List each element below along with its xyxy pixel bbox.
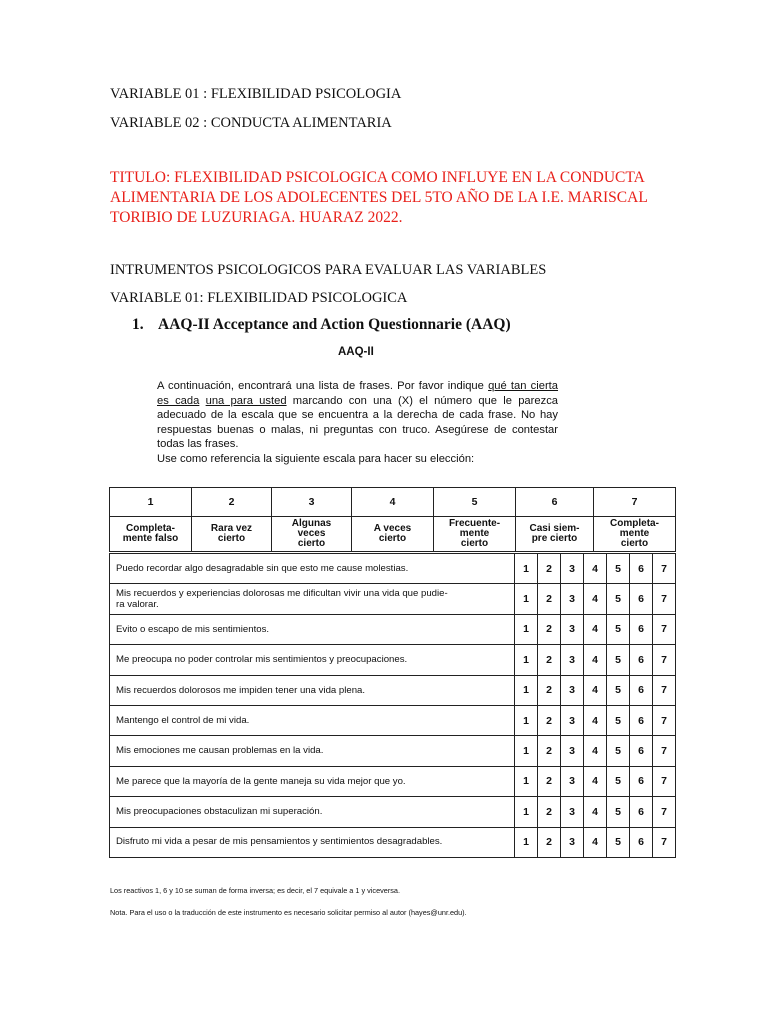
scale-label-row (110, 517, 676, 552)
response-option[interactable]: 2 (538, 675, 561, 705)
response-option[interactable]: 2 (538, 614, 561, 644)
scale-label (516, 517, 594, 552)
response-option[interactable]: 4 (584, 645, 607, 675)
table-row (110, 705, 676, 735)
item-statement-line: Disfruto mi vida a pesar de mis pensamientos y sentimientos desagradables. (116, 836, 443, 848)
response-option[interactable]: 7 (653, 766, 676, 796)
response-option[interactable]: 5 (607, 675, 630, 705)
response-option[interactable]: 6 (630, 827, 653, 857)
response-option[interactable]: 1 (515, 614, 538, 644)
response-option[interactable]: 4 (584, 705, 607, 735)
item-statement (110, 645, 515, 675)
response-option[interactable]: 3 (561, 797, 584, 827)
response-option[interactable]: 7 (653, 827, 676, 857)
variable-02-line: VARIABLE 02 : CONDUCTA ALIMENTARIA (110, 115, 392, 131)
table-row (110, 645, 676, 675)
scale-label (352, 517, 434, 552)
instructions-scale-note: Use como referencia la siguiente escala para hacer su elección: (157, 452, 475, 465)
response-option[interactable]: 1 (515, 705, 538, 735)
response-option[interactable]: 7 (653, 705, 676, 735)
instruments-heading: INTRUMENTOS PSICOLOGICOS PARA EVALUAR LAS VARIABLES (110, 262, 547, 278)
scale-table (109, 487, 676, 552)
response-option[interactable]: 1 (515, 797, 538, 827)
response-option[interactable]: 6 (630, 766, 653, 796)
response-option[interactable]: 5 (607, 705, 630, 735)
response-option[interactable]: 1 (515, 827, 538, 857)
response-option[interactable]: 5 (607, 736, 630, 766)
item-statement-line: Me preocupa no poder controlar mis sentimientos y preocupaciones. (116, 654, 408, 666)
response-option[interactable]: 3 (561, 645, 584, 675)
item-statement (110, 827, 515, 857)
response-option[interactable]: 7 (653, 797, 676, 827)
response-option[interactable]: 6 (630, 645, 653, 675)
scale-label-line: A veces (373, 523, 412, 534)
response-option[interactable]: 1 (515, 645, 538, 675)
scale-label-line: Casi siem- (529, 523, 580, 534)
response-option[interactable]: 7 (653, 554, 676, 584)
scale-label-line: cierto (620, 538, 649, 549)
scale-label-line: Completa- (126, 523, 175, 534)
item-statement-line: Mis preocupaciones obstaculizan mi superación. (116, 806, 323, 818)
instructions-underlined: una para usted (205, 394, 287, 407)
response-option[interactable]: 2 (538, 554, 561, 584)
item-statement (110, 614, 515, 644)
scale-label-line: Rara vez (210, 523, 253, 534)
research-title: TITULO: FLEXIBILIDAD PSICOLOGICA COMO INFLUYE EN LA CONDUCTA ALIMENTARIA DE LOS ADOLECENTES DEL 5TO AÑO DE LA I.E. MARISCAL TORIBIO DE LUZURIAGA. HUARAZ 2022. (110, 169, 648, 226)
item-statement (110, 554, 515, 584)
table-row (110, 614, 676, 644)
list-number: 1. (132, 316, 144, 333)
response-option[interactable]: 1 (515, 736, 538, 766)
scale-number: 1 (110, 488, 192, 517)
table-row (110, 827, 676, 857)
item-statement (110, 766, 515, 796)
response-option[interactable]: 1 (515, 766, 538, 796)
response-option[interactable]: 1 (515, 675, 538, 705)
item-statement-line: Evito o escapo de mis sentimientos. (116, 623, 270, 635)
item-statement-line: Mantengo el control de mi vida. (116, 714, 250, 726)
response-option[interactable]: 6 (630, 614, 653, 644)
response-option[interactable]: 2 (538, 797, 561, 827)
variable-eval-heading: VARIABLE 01: FLEXIBILIDAD PSICOLOGICA (110, 290, 408, 306)
response-option[interactable]: 4 (584, 766, 607, 796)
questionnaire-items-table (109, 553, 676, 858)
response-option[interactable]: 2 (538, 705, 561, 735)
response-option[interactable]: 6 (630, 797, 653, 827)
response-option[interactable]: 6 (630, 675, 653, 705)
response-option[interactable]: 5 (607, 797, 630, 827)
scale-label-line: cierto (217, 533, 246, 544)
scale-label-line: cierto (460, 538, 489, 549)
scale-label-line: mente (459, 528, 490, 539)
response-option[interactable]: 1 (515, 554, 538, 584)
table-row (110, 766, 676, 796)
response-option[interactable]: 5 (607, 645, 630, 675)
response-option[interactable]: 4 (584, 675, 607, 705)
response-option[interactable]: 5 (607, 766, 630, 796)
scale-number: 6 (516, 488, 594, 517)
scale-label-line: mente (619, 528, 650, 539)
scale-number: 2 (192, 488, 272, 517)
scale-label-line: cierto (378, 533, 407, 544)
response-option[interactable]: 2 (538, 584, 561, 614)
response-option[interactable]: 3 (561, 736, 584, 766)
scale-label-line: Frecuente- (448, 518, 501, 529)
response-option[interactable]: 7 (653, 584, 676, 614)
response-option[interactable]: 5 (607, 827, 630, 857)
response-option[interactable]: 4 (584, 736, 607, 766)
response-option[interactable]: 3 (561, 584, 584, 614)
footnote-permission: Nota. Para el uso o la traducción de este instrumento es necesario solicitar permiso al autor (hayes@unr.edu). (110, 908, 467, 917)
table-row (110, 675, 676, 705)
response-option[interactable]: 6 (630, 554, 653, 584)
instructions-paragraph (157, 379, 558, 452)
scale-label (110, 517, 192, 552)
scale-number: 5 (434, 488, 516, 517)
response-option[interactable]: 6 (630, 584, 653, 614)
aaq-label: AAQ-II (338, 346, 374, 358)
response-option[interactable]: 4 (584, 554, 607, 584)
response-option[interactable]: 4 (584, 827, 607, 857)
response-option[interactable]: 3 (561, 705, 584, 735)
scale-label-line: cierto (297, 538, 326, 549)
instructions-text: A continuación, encontrará una lista de frases. Por favor indique (157, 380, 489, 392)
response-option[interactable]: 4 (584, 614, 607, 644)
table-row (110, 584, 676, 614)
scale-label-line: pre cierto (531, 533, 578, 544)
response-option[interactable]: 6 (630, 705, 653, 735)
instructions-underlined: qué tan cierta es cada (157, 380, 559, 407)
variable-01-line: VARIABLE 01 : FLEXIBILIDAD PSICOLOGIA (110, 86, 402, 102)
item-statement (110, 675, 515, 705)
response-option[interactable]: 2 (538, 827, 561, 857)
table-row (110, 797, 676, 827)
item-statement-line: Mis recuerdos dolorosos me impiden tener una vida plena. (116, 684, 366, 696)
scale-label (594, 517, 676, 552)
response-option[interactable]: 7 (653, 675, 676, 705)
item-statement-line: ra valorar. (116, 599, 159, 611)
scale-number: 7 (594, 488, 676, 517)
scale-label (192, 517, 272, 552)
response-option[interactable]: 3 (561, 766, 584, 796)
response-option[interactable]: 4 (584, 797, 607, 827)
table-row (110, 554, 676, 584)
item-statement (110, 797, 515, 827)
item-statement-line: Mis recuerdos y experiencias dolorosas me dificultan vivir una vida que pudie- (116, 587, 448, 599)
item-statement-line: Mis emociones me causan problemas en la vida. (116, 745, 324, 757)
response-option[interactable]: 3 (561, 554, 584, 584)
item-statement (110, 705, 515, 735)
scale-label-line: Completa- (610, 518, 659, 529)
instructions-text: marcando con una (X) el número que le parezca adecuado de la escala que se encuentra a la derecha de cada frase. No hay respuestas buenas o malas, ni preguntas con truco. Asegúrese de contestar todas las frases. (157, 394, 559, 450)
scale-number-row (110, 488, 676, 517)
response-option[interactable]: 2 (538, 645, 561, 675)
response-option[interactable]: 5 (607, 614, 630, 644)
response-option[interactable]: 3 (561, 675, 584, 705)
response-option[interactable]: 4 (584, 584, 607, 614)
response-option[interactable]: 1 (515, 584, 538, 614)
response-option[interactable]: 3 (561, 827, 584, 857)
scale-label-line: mente falso (122, 533, 179, 544)
response-option[interactable]: 7 (653, 645, 676, 675)
response-option[interactable]: 5 (607, 554, 630, 584)
item-statement-line: Me parece que la mayoría de la gente maneja su vida mejor que yo. (116, 775, 406, 787)
response-option[interactable]: 7 (653, 736, 676, 766)
scale-number: 3 (272, 488, 352, 517)
scale-number: 4 (352, 488, 434, 517)
footnote-reverse-scoring: Los reactivos 1, 6 y 10 se suman de forma inversa; es decir, el 7 equivale a 1 y viceversa. (110, 886, 400, 895)
scale-label (272, 517, 352, 552)
questionnaire-title: AAQ-II Acceptance and Action Questionnarie (AAQ) (158, 316, 511, 333)
response-option[interactable]: 3 (561, 614, 584, 644)
response-option[interactable]: 2 (538, 766, 561, 796)
response-option[interactable]: 6 (630, 736, 653, 766)
response-option[interactable]: 7 (653, 614, 676, 644)
item-statement (110, 584, 515, 614)
table-row (110, 736, 676, 766)
instructions (157, 379, 558, 466)
scale-label (434, 517, 516, 552)
scale-label-line: veces (297, 528, 326, 539)
scale-label-line: Algunas (291, 518, 332, 529)
item-statement (110, 736, 515, 766)
questionnaire-heading (132, 316, 511, 334)
response-option[interactable]: 5 (607, 584, 630, 614)
response-option[interactable]: 2 (538, 736, 561, 766)
item-statement-line: Puedo recordar algo desagradable sin que esto me cause molestias. (116, 562, 409, 574)
